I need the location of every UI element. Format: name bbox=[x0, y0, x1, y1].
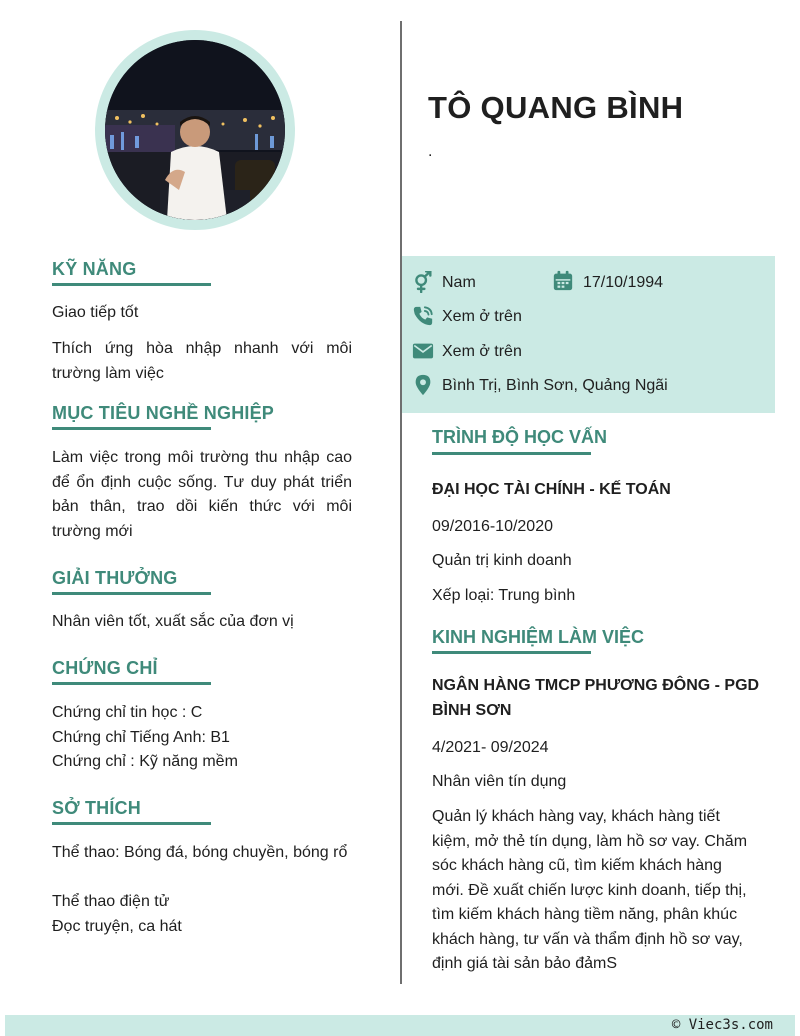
address-text: Bình Trị, Bình Sơn, Quảng Ngãi bbox=[442, 377, 668, 394]
birthday-text: 17/10/1994 bbox=[583, 274, 664, 291]
certificate-item: Chứng chỉ : Kỹ năng mềm bbox=[52, 753, 238, 770]
footer-credit: © Viec3s.com bbox=[671, 1017, 773, 1033]
gender-icon bbox=[412, 271, 434, 293]
awards-text: Nhân viên tốt, xuất sắc của đơn vị bbox=[52, 613, 294, 630]
education-title: TRÌNH ĐỘ HỌC VẤN bbox=[432, 427, 607, 447]
phone-text: Xem ở trên bbox=[442, 308, 522, 325]
education-period: 09/2016-10/2020 bbox=[432, 518, 553, 535]
experience-company: NGÂN HÀNG TMCP PHƯƠNG ĐÔNG - PGD BÌNH SƠN bbox=[432, 677, 760, 719]
education-grade: Xếp loại: Trung bình bbox=[432, 587, 576, 604]
column-divider bbox=[400, 21, 402, 984]
calendar-icon bbox=[552, 270, 574, 292]
experience-position: Nhân viên tín dụng bbox=[432, 773, 567, 790]
avatar bbox=[105, 40, 285, 220]
objective-rule bbox=[52, 427, 211, 430]
phone-icon bbox=[412, 305, 434, 327]
certificates-rule bbox=[52, 682, 211, 685]
certificate-item: Chứng chỉ Tiếng Anh: B1 bbox=[52, 729, 230, 746]
experience-title: KINH NGHIỆM LÀM VIỆC bbox=[432, 627, 645, 647]
awards-rule bbox=[52, 592, 211, 595]
email-icon bbox=[412, 340, 434, 362]
experience-period: 4/2021- 09/2024 bbox=[432, 739, 549, 756]
gender-text: Nam bbox=[442, 274, 476, 291]
experience-description: Quản lý khách hàng vay, khách hàng tiết kiệm, mở thẻ tín dụng, làm hồ sơ vay. Chăm sóc khách hàng cũ, tìm kiếm khách hàng mới. Đề xuất chiến lược kinh doanh, tiếp thị, tìm kiếm khách hàng tiềm năng, phân khúc khách hàng, tư vấn và thẩm định hồ sơ vay, định giá tài sản bảo đảmS bbox=[432, 808, 748, 972]
certificate-item: Chứng chỉ tin học : C bbox=[52, 704, 203, 721]
candidate-tagline: . bbox=[428, 143, 433, 160]
skills-title: KỸ NĂNG bbox=[52, 259, 137, 279]
objective-text: Làm việc trong môi trường thu nhập cao để ổn định cuộc sống. Tư duy phát triển bản thân, trao dồi kiến thức với môi trường mới bbox=[52, 449, 352, 540]
experience-rule bbox=[432, 651, 591, 654]
hobby-item: Đọc truyện, ca hát bbox=[52, 918, 182, 935]
location-icon bbox=[412, 374, 434, 396]
hobbies-title: SỞ THÍCH bbox=[52, 798, 141, 818]
awards-title: GIẢI THƯỞNG bbox=[52, 568, 178, 588]
education-rule bbox=[432, 452, 591, 455]
objective-title: MỤC TIÊU NGHỀ NGHIỆP bbox=[52, 403, 275, 423]
skill-item: Thích ứng hòa nhập nhanh với môi trường làm việc bbox=[52, 340, 352, 382]
hobby-item: Thể thao: Bóng đá, bóng chuyền, bóng rổ bbox=[52, 844, 348, 861]
hobby-item: Thể thao điện tử bbox=[52, 893, 170, 910]
skills-rule bbox=[52, 283, 211, 286]
email-text: Xem ở trên bbox=[442, 343, 522, 360]
candidate-name: TÔ QUANG BÌNH bbox=[428, 90, 684, 125]
hobbies-rule bbox=[52, 822, 211, 825]
education-major: Quản trị kinh doanh bbox=[432, 552, 572, 569]
footer-bar bbox=[5, 1015, 795, 1036]
skill-item: Giao tiếp tốt bbox=[52, 304, 139, 321]
contact-panel bbox=[402, 256, 775, 413]
certificates-title: CHỨNG CHỈ bbox=[52, 658, 158, 678]
education-school: ĐẠI HỌC TÀI CHÍNH - KẾ TOÁN bbox=[432, 481, 671, 498]
